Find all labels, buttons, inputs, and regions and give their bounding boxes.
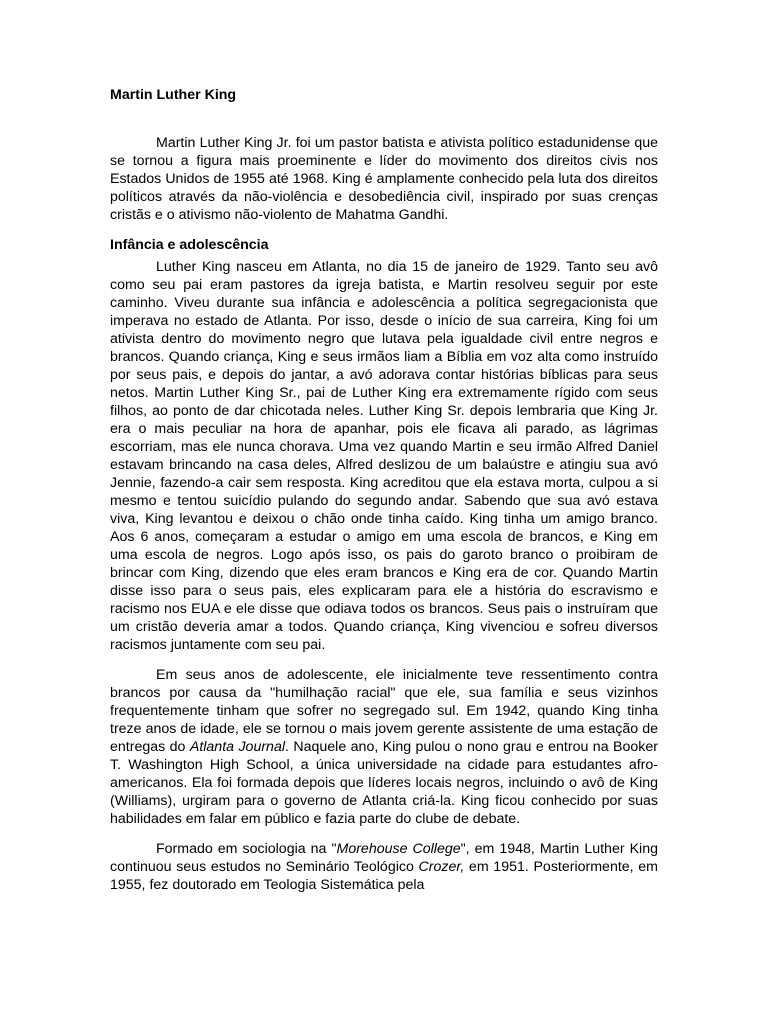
education-text-2: ", em 1948, Martin Luther King continuou seus estudos no Seminário Teológico: [110, 841, 658, 875]
adolescence-text-1: Em seus anos de adolescente, ele inicialmente teve ressentimento contra brancos por causa da "humilhação racial" que ele, sua família e seus vizinhos frequentemente tinham que sofrer no segregado sul. Em 1942, quando King tinha treze anos de idade, ele se tornou o mais jovem gerente assistente de uma estação de entregas do: [110, 667, 658, 755]
education-paragraph: [110, 840, 658, 894]
document-page: [110, 86, 658, 894]
education-text-3: em 1951. Posteriormente, em 1955, fez doutorado em Teologia Sistemática pela: [110, 859, 658, 893]
adolescence-paragraph: [110, 666, 658, 828]
document-title: Martin Luther King: [110, 87, 237, 103]
adolescence-text-2: . Naquele ano, King pulou o nono grau e entrou na Booker T. Washington High School, a única universidade na cidade para estudantes afro-americanos. Ela foi formada depois que líderes locais negros, incluindo o avô de King (Williams), urgiram para o governo de Atlanta criá-la. King ficou conhecido por suas habilidades em falar em público e fazia parte do clube de debate.: [110, 739, 658, 827]
section-heading: Infância e adolescência: [110, 237, 269, 253]
atlanta-journal-italic: Atlanta Journal: [189, 739, 285, 755]
childhood-paragraph: Luther King nasceu em Atlanta, no dia 15 de janeiro de 1929. Tanto seu avô como seu pai eram pastores da igreja batista, e Martin resolveu seguir por este caminho. Viveu durante sua infância e adolescência a política segregacionista que imperava no estado de Atlanta. Por isso, desde o início de sua carreira, King foi um ativista dentro do movimento negro que lutava pela igualdade civil entre negros e brancos. Quando criança, King e seus irmãos liam a Bíblia em voz alta como instruído por seus pais, e depois do jantar, a avó adorava contar histórias bíblicas para seus netos. Martin Luther King Sr., pai de Luther King era extremamente rígido com seus filhos, ao ponto de dar chicotada neles. Luther King Sr. depois lembraria que King Jr. era o mais peculiar na hora de apanhar, pois ele ficava ali parado, as lágrimas escorriam, mas ele nunca chorava. Uma vez quando Martin e seu irmão Alfred Daniel estavam brincando na casa deles, Alfred deslizou de um balaústre e atingiu sua avó Jennie, fazendo-a cair sem resposta. King acreditou que ela estava morta, culpou a si mesmo e tentou suicídio pulando do segundo andar. Sabendo que sua avó estava viva, King levantou e deixou o chão onde tinha caído. King tinha um amigo branco. Aos 6 anos, começaram a estudar o amigo em uma escola de brancos, e King em uma escola de negros. Logo após isso, os pais do garoto branco o proibiram de brincar com King, dizendo que eles eram brancos e King era de cor. Quando Martin disse isso para o seus pais, eles explicaram para ele a história do escravismo e racismo nos EUA e ele disse que odiava todos os brancos. Seus pais o instruíram que um cristão deveria amar a todos. Quando criança, King vivenciou e sofreu diversos racismos juntamente com seu pai.: [110, 259, 658, 653]
crozer-italic: Crozer,: [418, 859, 465, 875]
education-text-1: Formado em sociologia na ": [156, 841, 337, 857]
intro-paragraph: Martin Luther King Jr. foi um pastor batista e ativista político estadunidense que se tornou a figura mais proeminente e líder do movimento dos direitos civis nos Estados Unidos de 1955 até 1968. King é amplamente conhecido pela luta dos direitos políticos através da não-violência e desobediência civil, inspirado por suas crenças cristãs e o ativismo não-violento de Mahatma Gandhi.: [110, 135, 658, 223]
morehouse-college-italic: Morehouse College: [336, 841, 461, 857]
